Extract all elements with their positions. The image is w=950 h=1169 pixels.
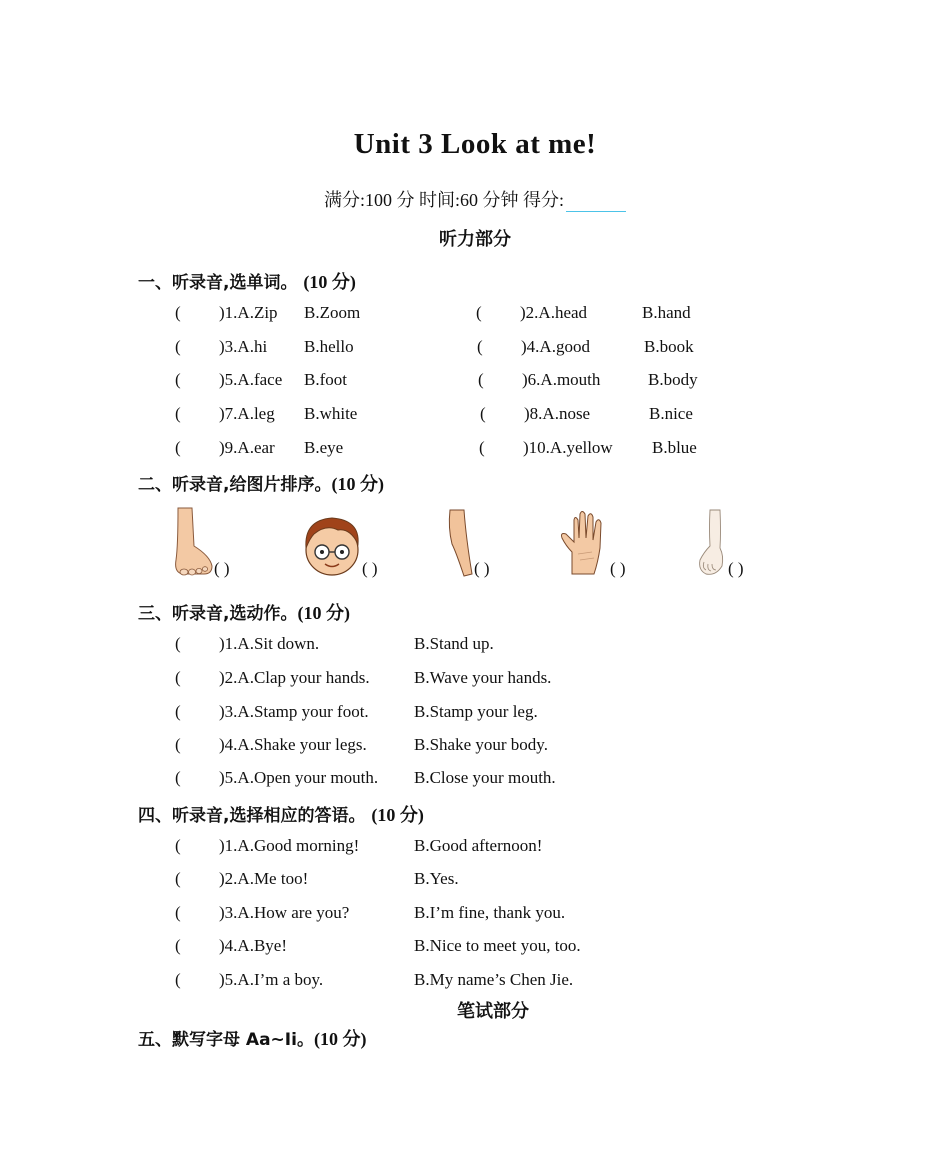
s3-q2-b: B.Wave your hands. (414, 668, 552, 687)
foot-icon (170, 506, 216, 578)
s4-q4[interactable] (175, 936, 287, 956)
option-a: )7.A.leg (219, 404, 275, 423)
section-4-title (138, 801, 424, 827)
section-5-title-text: 五、默写字母 Aa~Ii。 (138, 1030, 314, 1050)
section-4-points: (10 分) (371, 805, 424, 825)
option-a: )1.A.Good morning! (219, 836, 360, 855)
option-a: )3.A.Stamp your foot. (219, 702, 369, 721)
answer-paren: ( (175, 634, 181, 653)
s4-q1[interactable] (175, 836, 359, 856)
s1-q9[interactable] (175, 438, 275, 458)
pic-1-answer[interactable] (214, 559, 230, 579)
option-a: )2.A.Me too! (219, 869, 309, 888)
answer-paren: ( (175, 438, 181, 457)
answer-paren: ( (175, 735, 181, 754)
option-a: )3.A.hi (219, 337, 268, 356)
section-2-title (138, 470, 384, 496)
answer-paren: ( (175, 370, 181, 389)
section-4-title-text: 四、听录音,选择相应的答语。 (138, 806, 366, 826)
option-a: )4.A.Bye! (219, 936, 287, 955)
answer-paren: ( ) (610, 559, 626, 578)
answer-paren: ( ) (728, 559, 744, 578)
section-2-points: (10 分) (331, 474, 384, 494)
page-title: Unit 3 Look at me! (353, 128, 597, 160)
answer-paren: ( (175, 404, 181, 423)
exam-meta-text: 满分:100 分 时间:60 分钟 得分: (323, 190, 564, 210)
s3-q1[interactable] (175, 634, 319, 654)
answer-paren: ( ) (362, 559, 378, 578)
option-a: )1.A.Sit down. (219, 634, 320, 653)
score-blank[interactable] (566, 193, 626, 212)
answer-paren: ( (479, 438, 485, 457)
section-5-points: (10 分) (313, 1029, 367, 1049)
answer-paren: ( (175, 768, 181, 787)
answer-paren: ( (175, 970, 181, 989)
s1-q4-b: B.book (644, 337, 694, 356)
exam-meta (0, 186, 950, 212)
answer-paren: ( (175, 836, 181, 855)
s1-q8-b: B.nice (649, 404, 693, 423)
answer-paren: ( (175, 337, 181, 356)
listening-part-heading: 听力部分 (439, 229, 511, 250)
section-1-points: (10 分) (303, 272, 356, 292)
s1-q10-b: B.blue (652, 438, 697, 457)
option-a: )1.A.Zip (219, 303, 278, 322)
s3-q3[interactable] (175, 702, 369, 722)
section-3-title (138, 599, 350, 625)
s1-q7[interactable] (175, 404, 275, 424)
s1-q5-b: B.foot (304, 370, 347, 389)
answer-paren: ( (175, 869, 181, 888)
section-5-title (138, 1025, 366, 1051)
s1-q9-b: B.eye (304, 438, 344, 457)
s1-q1[interactable] (175, 303, 278, 323)
answer-paren: ( ) (214, 559, 230, 578)
s4-q3[interactable] (175, 903, 349, 923)
s1-q2-b: B.hand (642, 303, 691, 322)
s3-q3-b: B.Stamp your leg. (414, 702, 538, 721)
pic-5-answer[interactable] (728, 559, 744, 579)
face-icon (298, 514, 366, 578)
s4-q3-b: B.I’m fine, thank you. (414, 903, 566, 922)
section-1-title (138, 268, 356, 294)
s3-q5[interactable] (175, 768, 378, 788)
s1-q6[interactable] (478, 370, 600, 390)
section-1-title-text: 一、听录音,选单词。 (138, 273, 298, 293)
s1-q2[interactable] (476, 303, 587, 323)
option-a: )8.A.nose (524, 404, 591, 423)
s1-q8[interactable] (480, 404, 590, 424)
section-3-title-text: 三、听录音,选动作。 (138, 604, 298, 624)
option-a: )4.A.good (521, 337, 590, 356)
s4-q4-b: B.Nice to meet you, too. (414, 936, 581, 955)
answer-paren: ( (175, 936, 181, 955)
answer-paren: ( (476, 303, 482, 322)
answer-paren: ( (175, 903, 181, 922)
s4-q1-b: B.Good afternoon! (414, 836, 543, 855)
option-a: )2.A.head (520, 303, 588, 322)
s3-q4[interactable] (175, 735, 367, 755)
answer-paren: ( ) (474, 559, 490, 578)
answer-paren: ( (175, 303, 181, 322)
section-2-title-text: 二、听录音,给图片排序。 (138, 475, 332, 495)
option-a: )2.A.Clap your hands. (219, 668, 370, 687)
answer-paren: ( (175, 702, 181, 721)
option-a: )6.A.mouth (522, 370, 601, 389)
s3-q2[interactable] (175, 668, 370, 688)
writing-part-heading: 笔试部分 (457, 1001, 529, 1022)
s3-q1-b: B.Stand up. (414, 634, 494, 653)
answer-paren: ( (480, 404, 486, 423)
option-a: )9.A.ear (219, 438, 275, 457)
s4-q5[interactable] (175, 970, 323, 990)
s1-q1-b: B.Zoom (304, 303, 361, 322)
s1-q3[interactable] (175, 337, 267, 357)
s1-q6-b: B.body (648, 370, 698, 389)
s1-q7-b: B.white (304, 404, 358, 423)
answer-paren: ( (478, 370, 484, 389)
s1-q10[interactable] (479, 438, 613, 458)
s4-q2[interactable] (175, 869, 308, 889)
s4-q5-b: B.My name’s Chen Jie. (414, 970, 574, 989)
s3-q4-b: B.Shake your body. (414, 735, 548, 754)
option-a: )5.A.face (219, 370, 283, 389)
s1-q3-b: B.hello (304, 337, 354, 356)
section-3-points: (10 分) (297, 603, 350, 623)
wrist-icon (694, 508, 730, 578)
s1-q4[interactable] (477, 337, 590, 357)
pic-4-answer[interactable] (610, 559, 626, 579)
option-a: )3.A.How are you? (219, 903, 350, 922)
answer-paren: ( (175, 668, 181, 687)
arm-icon (444, 508, 476, 578)
option-a: )10.A.yellow (523, 438, 613, 457)
option-a: )5.A.I’m a boy. (219, 970, 324, 989)
s1-q5[interactable] (175, 370, 282, 390)
pic-2-answer[interactable] (362, 559, 378, 579)
pic-3-answer[interactable] (474, 559, 490, 579)
s4-q2-b: B.Yes. (414, 869, 459, 888)
option-a: )4.A.Shake your legs. (219, 735, 367, 754)
s3-q5-b: B.Close your mouth. (414, 768, 556, 787)
answer-paren: ( (477, 337, 483, 356)
hand-icon (558, 508, 614, 578)
option-a: )5.A.Open your mouth. (219, 768, 379, 787)
